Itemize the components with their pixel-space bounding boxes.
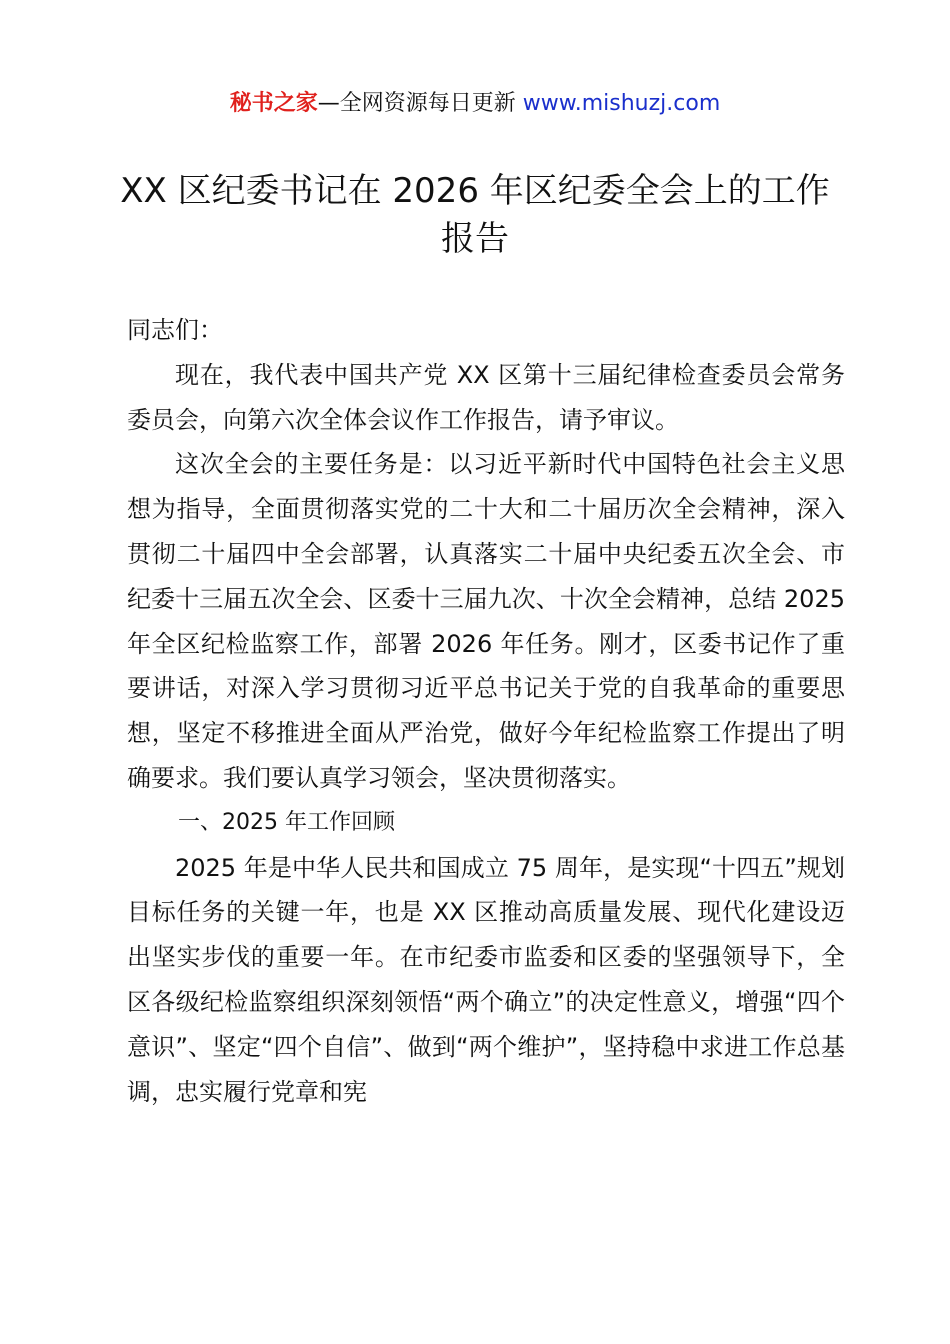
body-paragraph: 这次全会的主要任务是：以习近平新时代中国特色社会主义思想为指导，全面贯彻落实党的二十大和二十届历次全会精神，深入贯彻二十届四中全会部署，认真落实二十届中央纪委五次全会、市纪委十三届五次全会、区委十三届九次、十次全会精神，总结 2025 年全区纪检监察工作，部署 2026 年任务。刚才，区委书记作了重要讲话，对深入学习贯彻习近平总书记关于党的自我革命的重要思想，坚定不移推进全面从严治党，做好今年纪检监察工作提出了明确要求。我们要认真学习领会，坚决贯彻落实。	[127, 450, 845, 792]
section-heading: 一、2025 年工作回顾	[178, 809, 395, 835]
body-paragraph: 2025 年是中华人民共和国成立 75 周年，是实现“十四五”规划目标任务的关键一年，也是 XX 区推动高质量发展、现代化建设迈出坚实步伐的重要一年。在市纪委市监委和区委的坚强领导下，全区各级纪检监察组织深刻领悟“两个确立”的决定性意义，增强“四个意识”、坚定“四个自信”、做到“两个维护”，坚持稳中求进工作总基调，忠实履行党章和宪	[127, 853, 845, 1106]
site-url-link[interactable]: www.mishuzj.com	[522, 91, 721, 116]
salutation: 同志们：	[127, 316, 223, 344]
brand-name: 秘书之家	[229, 91, 318, 116]
document-body	[127, 308, 845, 1114]
header-slogan: —全网资源每日更新	[317, 91, 516, 116]
document-title: XX 区纪委书记在 2026 年区纪委全会上的工作报告	[120, 171, 830, 259]
site-header	[0, 86, 950, 122]
body-paragraph: 现在，我代表中国共产党 XX 区第十三届纪律检查委员会常务委员会，向第六次全体会议作工作报告，请予审议。	[127, 360, 845, 434]
